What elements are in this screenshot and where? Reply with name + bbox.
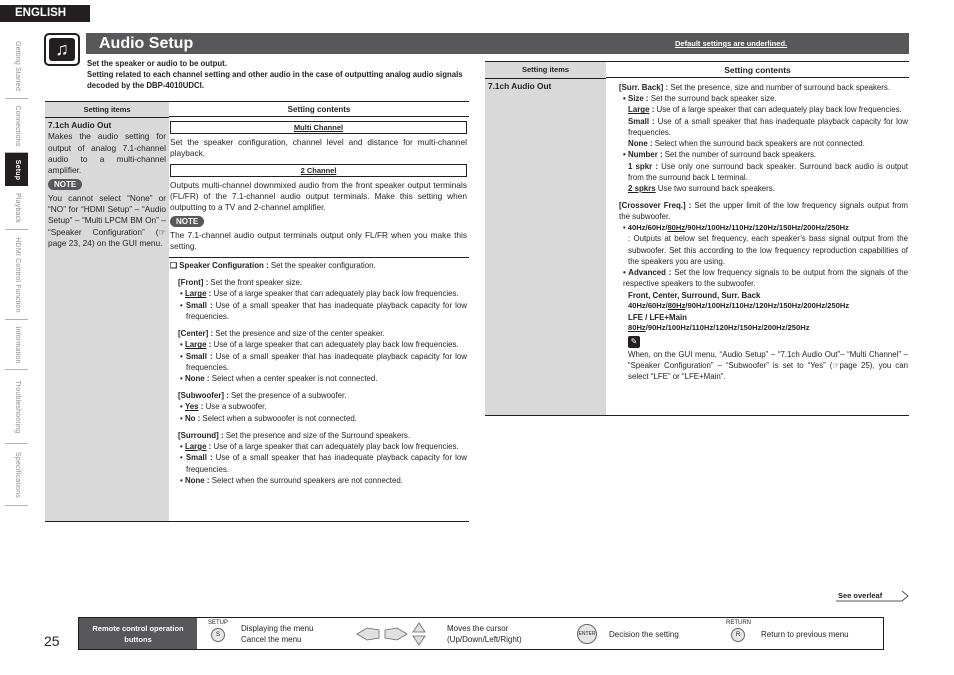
setting-contents-cell: [Surr. Back] : Set the presence, size and number of surround back speakers. • Size : Set the surround back speaker size. Large : Use of a large speaker that can adequately play back low frequencies. Small : Use of a small speaker that has inadequate playback capacity for low frequencies. None : Select when the surround back speakers are not connected. • Number : Set the number of surround back speakers. 1 spkr : Use only one surround back speaker. Surround back audio is output from the surround back L terminal. 2 spkrs Use two surround back speakers. [Crossover Freq.] : Set the upper limit of the low frequency signals output from the subwoofer. • 40Hz/60Hz/80Hz/90Hz/100Hz/110Hz/120Hz/150Hz/200Hz/250Hz : Outputs at below set frequency, each speaker’s bass signal output from the subwoofer. Set this according to the low frequency reproduction capabilities of the speakers you are using. • Advanced : Set the low frequency signals to be output from the signals of the respective speakers to the subwoofer. Front, Center, Surround, Surr. Back 40Hz/60Hz/80Hz/90Hz/100Hz/110Hz/120Hz/150Hz/200Hz/250Hz LFE / LFE+Main 80Hz/90Hz/100Hz/110Hz/120Hz/150Hz/200Hz/250Hz ✎ When, on the GUI menu, “Audio Setup” – “7.1ch Audio Out”– “Multi Channel” – “Speaker Configuration” – “Subwoofer” is set to “Yes” (☞page 25), you can select “LFE” or “LFE+Main”. (619, 83, 908, 381)
setting-contents-cell (169, 119, 469, 252)
option-label: Yes (184, 402, 199, 412)
side-tab-troubleshooting[interactable] (5, 370, 28, 444)
setup-desc-line: Cancel the menu (241, 635, 302, 644)
option-label: Large (184, 340, 207, 350)
return-desc: Return to previous menu (761, 630, 849, 639)
see-overleaf-label: See overleaf (838, 591, 883, 600)
surround-text: Set the presence and size of the Surround speakers. (223, 430, 411, 440)
side-tab-connections[interactable] (5, 99, 28, 153)
front-head: [Front] : (178, 278, 209, 288)
setting-item-cell (45, 117, 169, 521)
option-label: • Number : (623, 150, 663, 160)
side-tab-information[interactable] (5, 320, 28, 370)
side-tab-label: Specifications (13, 451, 21, 498)
speaker-config-block: ❑ Speaker Configuration : Set the speaker configuration. [Front] : Set the front speaker size. • Large : Use of a large speaker that can adequately play back low frequencies. • Small : Use of a small speaker that has inadequate playback capacity for low frequencies. [Center] : Set the presence and size of the center speaker. • Large : Use of a large speaker that can adequately play back low frequencies. • Small : Use of a small speaker that has inadequate playback capacity for low frequencies. • None : Select when a center speaker is not connected. [Subwoofer] : Set the presence of a subwoofer. • Yes : Use a subwoofer. • No : Select when a subwooofer is not connected. [Surround] : Set the presence and size of the Surround speakers. • Large : Use of a large speaker that can adequately play back low frequencies. • Small : Use of a small speaker that has inadequate playback capacity for low frequencies. • None : Select when the surround speakers are not connected. (169, 257, 469, 486)
freq-default: 80Hz (628, 322, 646, 332)
freq-list: /90Hz/100Hz/110Hz/120Hz/150Hz/200Hz/250Hz (685, 222, 849, 232)
side-tab-label: Connections (13, 104, 21, 147)
option-label: Large (184, 289, 207, 299)
option-text: Select when the surround back speakers are not connected. (652, 139, 865, 149)
remote-control-label (79, 618, 197, 649)
option-text: Set the surround back speaker size. (648, 94, 777, 104)
side-tab-playback[interactable] (5, 186, 28, 230)
option-label: 2 spkrs (628, 183, 656, 193)
option-text: Use of a small speaker that has inadequate playback capacity for low frequencies. (186, 300, 467, 321)
option-label: Large (628, 105, 650, 115)
note-text: You cannot select “None” or “NO” for “HDMI Setup” – “Audio Setup” – “Multi LPCM BM On” – “Speaker Configuration” (☞page 23, 24) on the GUI menu. (48, 192, 166, 248)
freq-list: 40Hz/60Hz/ (628, 300, 668, 310)
freq-list: /90Hz/100Hz/110Hz/120Hz/150Hz/200Hz/250Hz (685, 300, 850, 310)
side-tab-label: Setup (13, 159, 21, 180)
advanced-group-label: LFE / LFE+Main (628, 312, 687, 322)
option-text: Use two surround back speakers. (655, 183, 775, 193)
page-number: 25 (44, 633, 60, 649)
section-text: Set the speaker configuration, channel level and distance for multi-channel playback. (170, 137, 467, 159)
memo-pencil-icon: ✎ (628, 336, 640, 348)
side-tab-specifications[interactable] (5, 444, 28, 506)
note-badge: NOTE (48, 179, 82, 190)
cursor-desc-line: Moves the cursor (447, 624, 509, 633)
enter-desc: Decision the setting (609, 630, 679, 639)
return-button-caption: RETURN (726, 620, 751, 626)
side-tab-label: Information (13, 325, 21, 364)
setup-button-caption: SETUP (208, 620, 229, 626)
setting-item-title: 7.1ch Audio Out (48, 120, 112, 130)
subwoofer-text: Set the presence of a subwoofer. (228, 391, 347, 401)
crossover-head: [Crossover Freq.] : (619, 201, 692, 211)
note-badge: NOTE (170, 216, 204, 227)
option-text: Use of a small speaker that has inadequate playback capacity for low frequencies. (628, 116, 908, 137)
table-header-items: Setting items (45, 102, 169, 117)
option-text: Select when a center speaker is not connected. (209, 373, 378, 383)
option-label: Small : (185, 453, 213, 463)
surround-head: [Surround] : (178, 430, 224, 440)
center-text: Set the presence and size of the center speaker. (213, 329, 385, 339)
enter-button[interactable]: ENTER (577, 624, 597, 644)
option-label: Large (184, 442, 207, 452)
option-text: Use only one surround back speaker. Surround back audio is output from the surround back L terminal. (628, 161, 908, 182)
side-tab-hdmi-control[interactable] (5, 230, 28, 320)
advanced-group-label: Front, Center, Surround, Surr. Back (628, 290, 761, 300)
setting-item-title: 7.1ch Audio Out (488, 81, 552, 91)
option-text: Select when the surround speakers are not connected. (209, 475, 403, 485)
option-text: Use of a small speaker that has inadequate playback capacity for low frequencies. (186, 351, 467, 372)
option-text: Set the number of surround back speakers. (662, 150, 817, 160)
option-text: Use of a large speaker that can adequately play back low frequencies. (654, 105, 902, 115)
option-label: No : (184, 413, 201, 423)
music-note-icon: ♫ (44, 33, 80, 66)
freq-list: /90Hz/100Hz/110Hz/120Hz/150Hz/200Hz/250Hz (645, 322, 810, 332)
freq-default: 80Hz (667, 300, 686, 310)
option-label: None : (184, 475, 210, 485)
option-text: Set the low frequency signals to be output from the signals of the respective speakers to the subwoofer. (623, 268, 908, 289)
cursor-desc (447, 623, 522, 645)
section-text: Outputs multi-channel downmixed audio from the front speaker output terminals (FL/FR) of the 7.1-channel audio output terminals. Make this setting when outputting to a TV and 2-channel amplifier. (170, 179, 467, 213)
option-text: Select when a subwooofer is not connected. (200, 413, 357, 423)
memo-text: When, on the GUI menu, “Audio Setup” – “7.1ch Audio Out”– “Multi Channel” – “Speaker Configuration” – “Subwoofer” is set to “Yes” (☞page 25), you can select “LFE” or “LFE+Main”. (628, 349, 908, 381)
speaker-config-head: ❑ Speaker Configuration : (170, 261, 269, 270)
surr-back-text: Set the presence, size and number of surround back speakers. (668, 83, 891, 92)
surr-back-head: [Surr. Back] : (619, 83, 669, 92)
option-text: Use of a large speaker that can adequately play back low frequencies. (211, 289, 459, 299)
default-note: Default settings are underlined. (675, 39, 788, 48)
setup-desc (241, 623, 313, 645)
crossover-text: Set the upper limit of the low frequency signals output from the subwoofer. (619, 201, 908, 222)
table-header-contents: Setting contents (169, 102, 469, 117)
option-label: 1 spkr : (628, 161, 658, 171)
table-header-contents: Setting contents (606, 62, 909, 78)
option-label: None : (184, 373, 210, 383)
center-head: [Center] : (178, 329, 214, 339)
option-label: • Size : (623, 94, 649, 104)
front-text: Set the front speaker size. (208, 278, 303, 288)
section-head-multi-channel: Multi Channel (170, 121, 467, 134)
setting-item-cell (485, 78, 606, 415)
right-settings-table (485, 61, 909, 416)
remote-control-bar (78, 617, 884, 650)
freq-desc: : Outputs at below set frequency, each speaker’s bass signal output from the subwoofer. Set this according to the low frequency reproduction capabilities of the speakers you are using. (628, 234, 908, 266)
side-tab-label: HDMI Control Function (13, 236, 21, 313)
remote-control-label-line: buttons (124, 635, 152, 644)
see-overleaf-link[interactable] (838, 591, 882, 601)
return-button[interactable]: R (731, 628, 745, 642)
setting-item-desc: Makes the audio setting for output of analog 7.1-channel audio to a multi-channel amplifier. (48, 131, 166, 176)
option-label: • Advanced : (623, 268, 672, 278)
arrow-right-icon (836, 590, 910, 602)
speaker-config-text: Set the speaker configuration. (268, 261, 376, 270)
freq-list: • 40Hz/60Hz/ (623, 222, 668, 232)
freq-default: 80Hz (667, 222, 686, 232)
page-title: Audio Setup (99, 35, 194, 52)
option-label: Small : (185, 300, 213, 310)
setup-button[interactable]: S (211, 628, 225, 642)
side-tab-getting-started[interactable] (5, 33, 28, 99)
intro-line: Set the speaker or audio to be output. (87, 59, 227, 68)
option-text: Use a subwoofer. (203, 402, 267, 412)
option-text: Use of a large speaker that can adequately play back low frequencies. (211, 340, 459, 350)
intro-line: Setting related to each channel setting and other audio in the case of outputting analog audio signals decoded by the DBP-4010UDCI. (87, 70, 463, 91)
option-label: None : (628, 139, 653, 149)
side-tab-setup[interactable] (5, 153, 28, 186)
option-text: Use of a large speaker that can adequately play back low frequencies. (211, 442, 459, 452)
intro-text (87, 58, 472, 91)
section-head-2-channel: 2 Channel (170, 164, 467, 177)
cursor-arrows-icon[interactable] (355, 622, 435, 646)
side-tab-label: Playback (13, 192, 21, 223)
cursor-desc-line: (Up/Down/Left/Right) (447, 635, 522, 644)
left-settings-table (45, 101, 469, 522)
option-label: Small : (628, 116, 655, 126)
option-text: Use of a small speaker that has inadequate playback capacity for low frequencies. (186, 453, 467, 474)
side-tab-label: Getting Started (13, 40, 21, 91)
remote-control-label-line: Remote control operation (92, 624, 184, 633)
table-header-items: Setting items (485, 62, 606, 78)
language-label: ENGLISH (0, 5, 90, 22)
subwoofer-head: [Subwoofer] : (178, 391, 229, 401)
option-label: Small : (185, 351, 213, 361)
note-text: The 7.1-channel audio output terminals output only FL/FR when you make this setting. (170, 229, 467, 251)
setup-desc-line: Displaying the menu (241, 624, 314, 633)
side-tab-label: Troubleshooting (13, 380, 21, 433)
